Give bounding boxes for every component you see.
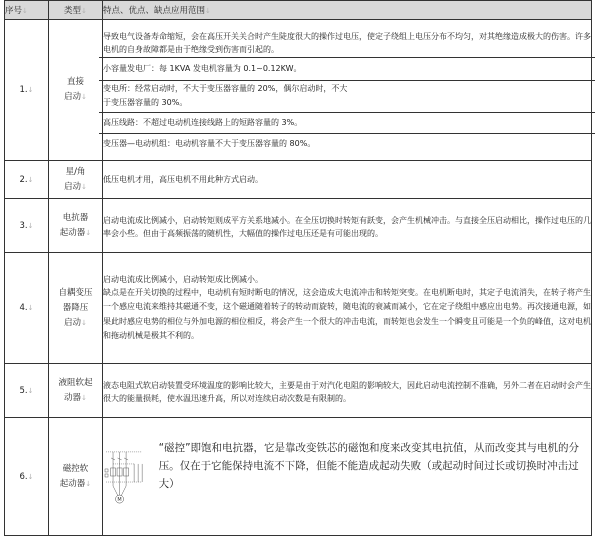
table-row [5, 253, 592, 364]
row-type: 直接 启动↓ [49, 20, 103, 161]
row-type: 自耦变压 器降压 启动↓ [49, 253, 103, 364]
description-line: 变压器—电动机组：电动机容量不大于变压器容量的 80%。 [99, 133, 595, 151]
description-line: 变电所：经常启动时，不大于变压器容量的 20%，偶尔启动时，不大 [99, 80, 595, 96]
header-description: 特点、优点、缺点应用范围↓ [103, 1, 592, 20]
description-line: 启动电流成比例减小，启动转矩成比例减小。 [103, 274, 263, 284]
motor-label: M [117, 496, 122, 503]
row-description [103, 253, 592, 364]
table-row [5, 199, 592, 253]
table-row [5, 161, 592, 199]
description-line: 高压线路：不超过电动机连接线路上的短路容量的 3%。 [99, 112, 595, 132]
magnetic-soft-starter-circuit-diagram [103, 421, 151, 533]
description-line: 于变压器容量的 30%。 [103, 97, 188, 107]
row-description [103, 199, 592, 253]
header-index: 序号↓ [5, 1, 49, 20]
row-description [103, 20, 592, 161]
description-line: 低压电机才用，高压电机不用此种方式启动。 [103, 175, 263, 184]
row-description [103, 364, 592, 418]
row-index: 6.↓ [5, 418, 49, 536]
row-type: 液阻软起 动器↓ [49, 364, 103, 418]
starting-methods-table [4, 0, 592, 536]
row-index: 3.↓ [5, 199, 49, 253]
table-row [5, 364, 592, 418]
row-index: 5.↓ [5, 364, 49, 418]
row-type: 星/角 启动↓ [49, 161, 103, 199]
row-index: 4.↓ [5, 253, 49, 364]
description-line: 缺点是在开关切换的过程中，电动机有短时断电的情况，这会造成大电流冲击和转矩突变。在电机断电时，其定子电流消失，在转子将产生一个感应电流来维持其磁通不变，这个磁通随着转子的转动而旋转，随电流的衰减而减小，它在定子绕组中感应出电势。再次接通电源，如果此时感应电势的相位与外加电源的相位相反，将会产生一个很大的冲击电流，而转矩也会发生一个瞬变且可能是一个负的峰值，这对电机和拖动机械是极其不利的。 [103, 287, 591, 340]
header-type: 类型↓ [49, 1, 103, 20]
table-header-row [5, 1, 592, 20]
description-line: 液态电阻式软启动装置受环境温度的影响比较大，主要是由于对汽化电阻的影响较大，因此启动电流控制不准确，另外二者在启动时会产生很大的能量损耗，使水温迅速升高，所以对连续启动次数是有限制的。 [103, 380, 591, 403]
row-index: 2.↓ [5, 161, 49, 199]
row-type: 磁控软 起动器↓ [49, 418, 103, 536]
row-description-text: “磁控”即饱和电抗器，它是靠改变铁芯的磁饱和度来改变其电抗值，从而改变其与电机的分压。仅在于它能保持电流不下降，但能不能造成起动失败（或起动时间过长或切换时冲击过大） [158, 441, 580, 490]
table-row [5, 20, 592, 161]
row-description [103, 161, 592, 199]
row-index: 1.↓ [5, 20, 49, 161]
description-line: 启动电流成比例减小，启动转矩则成平方关系地减小。在全压切换时转矩有跃变，会产生机械冲击。与直接全压启动相比，操作过电压的几率会小些。但由于高频振荡的随机性，大幅值的操作过电压还是有可能出现的。 [103, 216, 591, 238]
description-line: 导致电气设备寿命缩短，会在高压开关关合时产生陡度很大的操作过电压，使定子绕组上电压分布不均匀，对其绝缘造成极大的伤害。许多电机的自身故障都是由于绝缘受到伤害而引起的。 [103, 31, 591, 54]
table-row [5, 418, 592, 536]
description-line: 小容量发电厂：每 1KVA 发电机容量为 0.1~0.12KW。 [99, 57, 595, 79]
row-type: 电抗器 起动器↓ [49, 199, 103, 253]
row-description [103, 418, 592, 536]
